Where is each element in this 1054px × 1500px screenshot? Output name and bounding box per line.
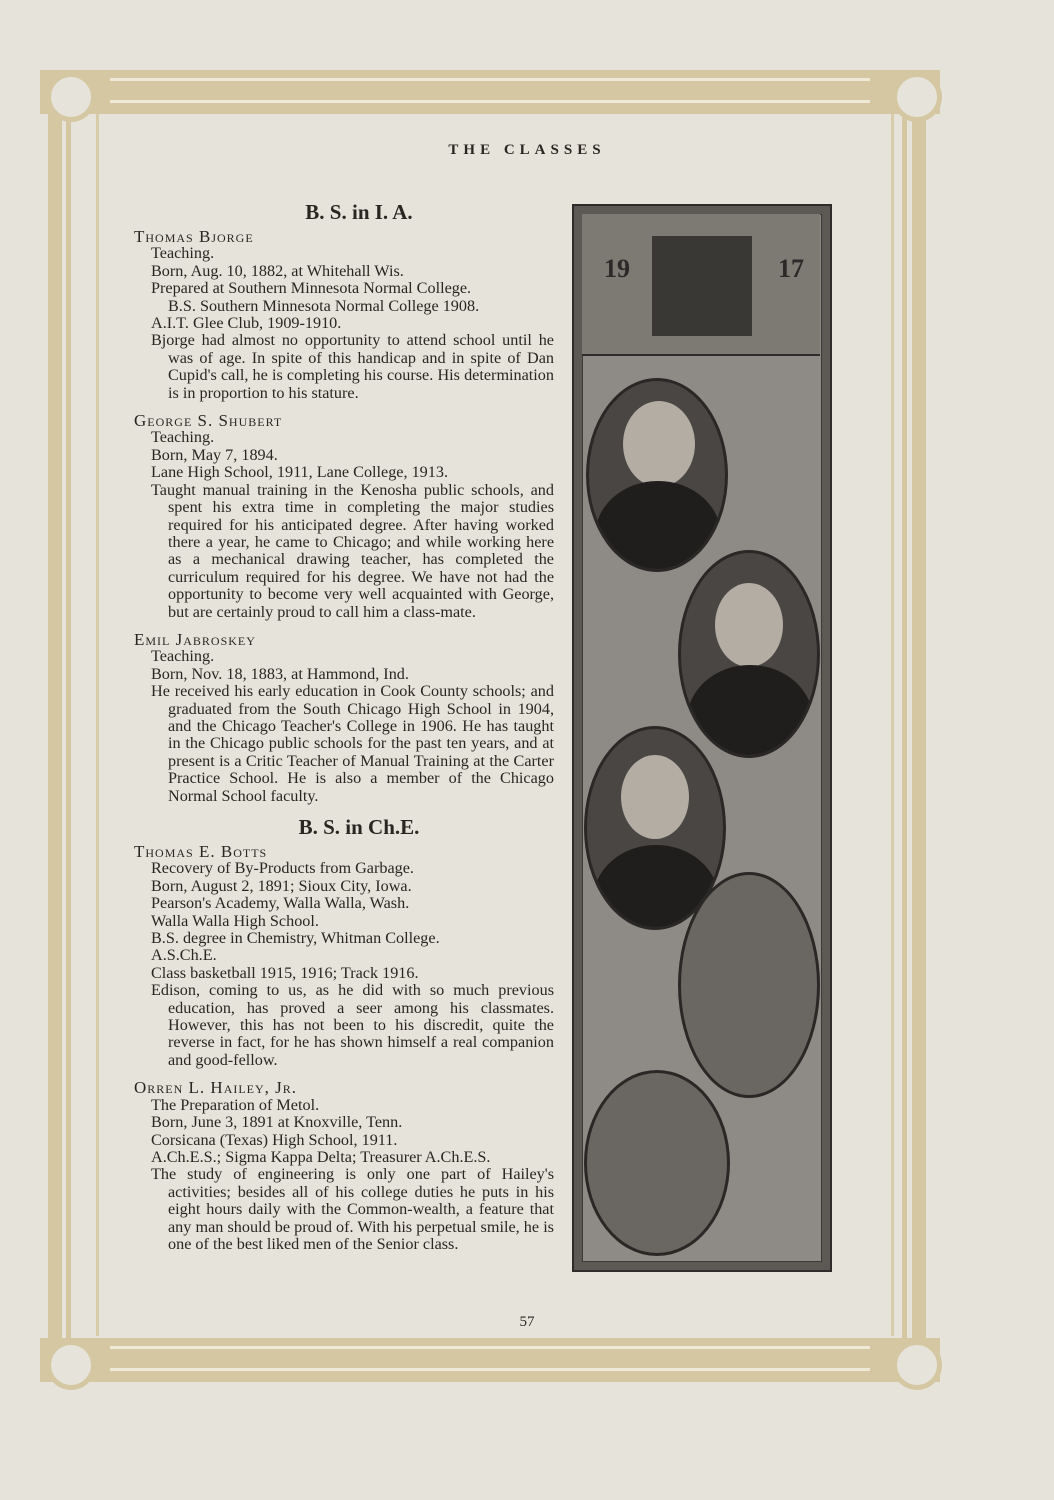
left-border bbox=[48, 70, 62, 1382]
top-border bbox=[40, 70, 940, 114]
biography-line: B.S. Southern Minnesota Normal College 1908. bbox=[168, 296, 480, 315]
person-name: George S. Shubert bbox=[134, 411, 283, 431]
biography-line: Class basketball 1915, 1916; Track 1916. bbox=[151, 963, 419, 982]
empty-portrait-frame bbox=[678, 872, 820, 1098]
portrait-bjorge bbox=[586, 378, 728, 572]
biography-paragraph: The study of engineering is only one part of Hailey's activities; besides all of his college duties he puts in his eight hours daily with the Common-wealth, a feature that any man should be proud of. With his perpetual smile, he is one of the best liked men of the Senior class. bbox=[151, 1165, 554, 1253]
corner-ornament bbox=[892, 72, 942, 122]
building-illustration bbox=[652, 236, 752, 336]
left-border-inner bbox=[66, 70, 71, 1382]
corner-ornament bbox=[46, 72, 96, 122]
year-left: 19 bbox=[604, 254, 630, 283]
photo-panel bbox=[572, 204, 832, 1272]
biography-line: Teaching. bbox=[151, 647, 215, 666]
right-border-inner bbox=[902, 70, 907, 1382]
biography-line: Born, Nov. 18, 1883, at Hammond, Ind. bbox=[151, 664, 409, 683]
biography-line: Teaching. bbox=[151, 428, 215, 447]
biography-column bbox=[134, 200, 554, 1263]
biography-entry bbox=[134, 843, 554, 1069]
biography-line: Teaching. bbox=[151, 244, 215, 263]
person-name: Orren L. Hailey, Jr. bbox=[134, 1078, 298, 1098]
person-name: Thomas E. Botts bbox=[134, 842, 268, 861]
biography-entry bbox=[134, 228, 554, 402]
biography-line: Prepared at Southern Minnesota Normal College. bbox=[151, 279, 472, 298]
biography-line: Lane High School, 1911, Lane College, 1913. bbox=[151, 463, 449, 482]
year-right: 17 bbox=[778, 254, 804, 283]
person-name: Emil Jabroskey bbox=[134, 629, 256, 649]
biography-line: Born, Aug. 10, 1882, at Whitehall Wis. bbox=[151, 261, 404, 280]
running-title: THE CLASSES bbox=[448, 142, 606, 158]
right-border bbox=[912, 70, 926, 1382]
section-title: B. S. in I. A. bbox=[305, 200, 413, 224]
biography-line: B.S. degree in Chemistry, Whitman College. bbox=[151, 929, 440, 948]
corner-ornament bbox=[46, 1340, 96, 1390]
biography-line: A.I.T. Glee Club, 1909-1910. bbox=[151, 314, 342, 333]
biography-entry bbox=[134, 631, 554, 805]
portrait-shubert bbox=[678, 550, 820, 758]
empty-portrait-frame bbox=[584, 1070, 730, 1256]
biography-line: A.Ch.E.S.; Sigma Kappa Delta; Treasurer A.Ch.E.S. bbox=[151, 1147, 491, 1166]
biography-paragraph: Bjorge had almost no opportunity to attend school until he was of age. In spite of this handicap and in spite of Dan Cupid's call, he is completing his course. His determination is in proportion to his stature. bbox=[151, 331, 554, 402]
biography-paragraph: Taught manual training in the Kenosha public schools, and spent his extra time in completing the major studies required for his anticipated degree. After having worked there a year, he came to Chicago; and while working here as a mechanical drawing teacher, has completed the curriculum required for his degree. We have not had the opportunity to become very well acquainted with George, but are certainly proud to call him a class-mate. bbox=[151, 480, 554, 621]
biography-entry bbox=[134, 1079, 554, 1253]
biography-entry bbox=[134, 412, 554, 621]
building-banner bbox=[582, 214, 820, 356]
biography-paragraph: Edison, coming to us, as he did with so much previous education, has proved a seer among his classmates. However, this has not been to his discredit, quite the reverse in fact, for he has shown himself a real companion and good-fellow. bbox=[151, 981, 554, 1069]
page-number: 57 bbox=[519, 1314, 535, 1330]
biography-line: Corsicana (Texas) High School, 1911. bbox=[151, 1130, 398, 1149]
biography-line: Born, May 7, 1894. bbox=[151, 445, 278, 464]
biography-line: Born, August 2, 1891; Sioux City, Iowa. bbox=[151, 876, 412, 895]
corner-ornament bbox=[892, 1340, 942, 1390]
section-title: B. S. in Ch.E. bbox=[298, 815, 420, 839]
person-name: Thomas Bjorge bbox=[134, 227, 254, 246]
biography-line: The Preparation of Metol. bbox=[151, 1095, 320, 1114]
biography-line: Born, June 3, 1891 at Knoxville, Tenn. bbox=[151, 1113, 403, 1132]
biography-line: Walla Walla High School. bbox=[151, 911, 319, 930]
biography-line: A.S.Ch.E. bbox=[151, 946, 217, 965]
biography-paragraph: He received his early education in Cook County schools; and graduated from the South Chicago High School in 1904, and the Chicago Teacher's College in 1906. He has taught in the Chicago public schools for the past ten years, and at present is a Critic Teacher of Manual Training at the Carter Practice School. He is also a member of the Chicago Normal School faculty. bbox=[151, 682, 554, 805]
bottom-border bbox=[40, 1338, 940, 1382]
biography-line: Pearson's Academy, Walla Walla, Wash. bbox=[151, 894, 410, 913]
biography-line: Recovery of By-Products from Garbage. bbox=[151, 859, 414, 878]
